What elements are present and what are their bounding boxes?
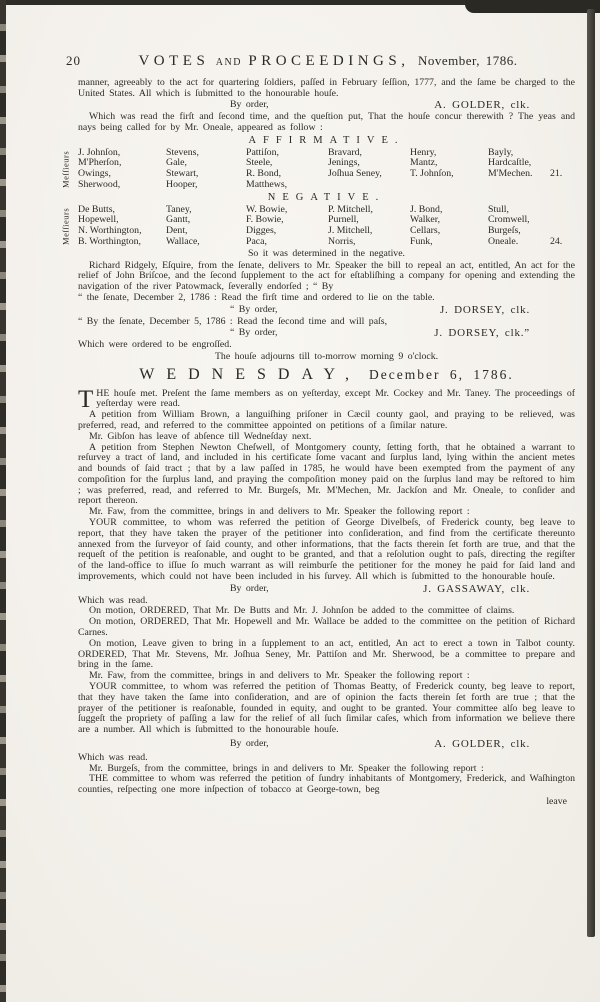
vote-name: M'Pherſon, [78, 157, 122, 169]
paragraph-which-was-read: Which was read the firſt and ſecond time, and the queſtion put, That the houſe concur therewith ? The yeas and nays being called for by Mr. Oneale, appeared as follow : [78, 111, 575, 133]
title-word-votes: VOTES [138, 53, 210, 69]
by-order-label: “ By order, [230, 327, 278, 339]
clerk-signature: J. DORSEY, clk.” [434, 327, 530, 340]
page-title [81, 53, 575, 69]
paragraph-committee-report-divelbess: YOUR committee, to whom was referred the petition of George Divelbeſs, of Frederick county, beg leave to report, that they have taken the prayer of the petitioner into conſideration, and find from the certificate thereunto annexed from the ſurveyor of ſaid county, and other informations, that the facts therein ſet forth are true, and that the requeſt of the petition is reaſonable, and ought to be granted, and that a reſolution ought to paſs, directing the regiſter of the land-office to iſſue ſo much warrant as will reimburſe the petitioner for the money he paid for ſaid land and improvements, which could not have been included in his ſurvey. All which is ſubmitted to the honourable houſe. [78, 517, 575, 583]
vote-count [550, 180, 575, 191]
by-order-line [78, 100, 575, 111]
vote-name: R. Bond, [246, 168, 282, 180]
vote-name: De Butts, [78, 203, 116, 215]
vote-name: J. Johnſon, [78, 146, 121, 158]
by-order-line [78, 739, 575, 750]
adjourn-line: The houſe adjourns till to-morrow morning 9 o'clock. [214, 350, 439, 362]
paragraph-engrossed: Which were ordered to be engroſſed. [78, 339, 232, 351]
paragraph-senate-dec5: “ By the ſenate, December 5, 1786 : Read the ſecond time and will paſs, [78, 315, 388, 327]
paragraph-quartering: manner, agreeably to the act for quartering ſoldiers, paſſed in February ſeſſion, 1777, and the ſame be charged to the United States. All which is ſubmitted to the honourable houſe. [78, 76, 575, 99]
by-order-line [78, 328, 575, 339]
clerk-signature: A. GOLDER, clk. [434, 738, 530, 751]
vote-name: Oneale. [488, 235, 519, 247]
catchword: leave [546, 796, 567, 807]
vote-name: Sherwood, [78, 178, 121, 190]
vote-name: Stevens, [166, 146, 199, 158]
paragraph-motion-claims: On motion, ORDERED, That Mr. De Butts and Mr. J. Johnſon be added to the committee of claims. [89, 605, 515, 617]
vote-name: Gale, [166, 157, 187, 169]
paragraph-motion-talbot: On motion, Leave given to bring in a ſupplement to an act, entitled, An act to erect a town in Talbot county. ORDERED, That Mr. Stevens, Mr. Joſhua Seney, Mr. Pattiſon and Mr. Sherwood, be a committee to prepare and bring in the ſame. [78, 637, 575, 671]
vote-name: P. Mitchell, [328, 203, 373, 215]
clerk-signature: J. GASSAWAY, clk. [423, 582, 530, 595]
vote-count: 24. [550, 235, 563, 247]
by-order-label: “ By order, [230, 303, 278, 315]
paragraph-faw-report-1: Mr. Faw, from the committee, brings in and delivers to Mr. Speaker the following report : [89, 506, 470, 518]
table-row [78, 237, 575, 248]
page-number: 20 [66, 53, 81, 68]
vote-name: Digges, [246, 225, 277, 237]
vote-name: N. Worthington, [78, 225, 142, 237]
table-row [78, 180, 575, 191]
vote-name: Norris, [328, 235, 356, 247]
vote-name: Taney, [166, 203, 192, 215]
by-order-label: By order, [230, 582, 269, 594]
vote-name: Cromwell, [488, 214, 530, 226]
vote-name [488, 180, 550, 191]
running-header [66, 53, 575, 69]
scan-edge-left [0, 0, 6, 1002]
vote-name [410, 180, 488, 191]
page-content [60, 53, 575, 808]
vote-name: Purnell, [328, 214, 359, 226]
paragraph-which-was-read-2: Which was read. [78, 751, 148, 763]
clerk-signature: A. GOLDER, clk. [434, 99, 530, 112]
vote-name: M'Mechen. [488, 168, 533, 180]
vote-name: Mantz, [410, 157, 438, 169]
vote-count [550, 205, 575, 216]
by-order-label: By order, [230, 99, 269, 111]
vote-name: Pattiſon, [246, 146, 279, 158]
messieurs-label: Meſſieurs [60, 207, 71, 245]
negative-heading: NEGATIVE. [267, 191, 386, 203]
vote-name: Joſhua Seney, [328, 168, 382, 180]
by-order-line [78, 305, 575, 316]
vote-name: J. Bond, [410, 203, 443, 215]
vote-name: Owings, [78, 168, 111, 180]
vote-name: Stewart, [166, 168, 199, 180]
vote-count: 21. [550, 168, 563, 180]
clerk-signature: J. DORSEY, clk. [439, 303, 530, 316]
vote-name: F. Bowie, [246, 214, 284, 226]
paragraph-house-met [78, 385, 575, 413]
paragraph-house-met-text: HE houſe met. Preſent the ſame members as on yeſterday, except Mr. Cockey and Mr. Taney. The proceedings of yeſterday were read. [96, 387, 575, 410]
drop-cap: T [78, 385, 94, 413]
paragraph-brown-petition: A petition from William Brown, a languiſhing priſoner in Cæcil county gaol, and praying to be relieved, was preferred, read, and referred to the committee appointed on petitions of a ſimilar nature. [78, 409, 575, 431]
paragraph-gibson-leave: Mr. Gibſon has leave of abſence till Wedneſday next. [89, 430, 312, 442]
vote-name: Hardcaſtle, [488, 157, 532, 169]
paragraph-tobacco-inspection: THE committee to whom was referred the petition of ſundry inhabitants of Montgomery, Frederick, and Waſhington counties, reſpecting one more inſpection of tobacco at George-town, beg [78, 773, 575, 796]
affirmative-heading: AFFIRMATIVE. [248, 134, 405, 146]
vote-name [328, 180, 410, 191]
vote-name: Jenings, [328, 157, 360, 169]
paragraph-committee-report-beatty: YOUR committee, to whom was referred the petition of Thomas Beatty, of Frederick county, beg leave to report, that they have taken the ſame into conſideration, and are of opinion the facts therein ſet forth are true ; that the prayer of the petitioner is reaſonable, founded in equity, and ought to be granted. Your committee alſo beg leave to ſuggeſt the propriety of paſſing a law for the relief of all ſuch ſimilar caſes, which from information we believe there are a number. All which is ſubmitted to the honourable houſe. [78, 681, 575, 736]
day-name: WEDNESDAY, [139, 365, 362, 383]
vote-count [550, 215, 575, 226]
paragraph-faw-report-2: Mr. Faw, from the committee, brings in and delivers to Mr. Speaker the following report : [89, 670, 470, 682]
paragraph-ridgely-endorsement: “ the ſenate, December 2, 1786 : Read the firſt time and ordered to lie on the table. [78, 291, 435, 303]
vote-name: Cellars, [410, 225, 441, 237]
affirmative-table [60, 146, 575, 191]
vote-count [550, 148, 575, 159]
vote-name: Wallace, [166, 235, 200, 247]
title-word-and: AND [215, 57, 242, 68]
vote-name: Hooper, [166, 178, 198, 190]
scan-edge-right [587, 9, 595, 937]
vote-name: Henry, [410, 146, 437, 158]
vote-name: Matthews, [246, 178, 288, 190]
paragraph-which-was-read-1: Which was read. [78, 594, 148, 606]
paragraph-cheswell-petition: A petition from Stephen Newton Cheſwell, of Montgomery county, ſetting forth, that he obtained a warrant to reſurvey a tract of land, and included in his certificate ſome vacant and ſurplus land, lying within the ancient metes and bounds of ſaid tract ; that by a law paſſed in 1785, he would have been exempted from the payment of any compoſition for the ſurplus land, and praying the compoſition money paid on the ſurplus land may be reſtored to him ; was preferred, read, and referred to Mr. Burgeſs, Mr. M'Mechen, Mr. Jackſon and Mr. Oneale, to conſider and report thereon. [78, 441, 575, 507]
vote-name: Burgeſs, [488, 225, 521, 237]
by-order-line [78, 584, 575, 595]
by-order-label: By order, [230, 738, 269, 750]
paragraph-burgess-report: Mr. Burgeſs, from the committee, brings in and delivers to Mr. Speaker the following report : [89, 762, 484, 774]
vote-name: Bayly, [488, 146, 514, 158]
vote-name: Funk, [410, 235, 433, 247]
day-date: December 6, 1786. [369, 366, 514, 382]
vote-name: Bravard, [328, 146, 363, 158]
table-row [78, 169, 575, 180]
vote-name: T. Johnſon, [410, 168, 454, 180]
vote-name: Dent, [166, 225, 188, 237]
day-heading [78, 365, 575, 383]
determined-line: So it was determined in the negative. [247, 247, 405, 259]
title-date: November, 1786. [417, 53, 518, 68]
negative-table [60, 203, 575, 248]
vote-name: Steele, [246, 157, 273, 169]
vote-name: B. Worthington, [78, 235, 141, 247]
vote-name: Paca, [246, 235, 267, 247]
vote-name: Stull, [488, 203, 509, 215]
vote-name: Gantt, [166, 214, 191, 226]
vote-name: W. Bowie, [246, 203, 288, 215]
vote-name: Hopewell, [78, 214, 119, 226]
title-word-proceedings: PROCEEDINGS, [248, 53, 410, 69]
scan-edge-top-right [465, 0, 600, 13]
paragraph-ridgely: Richard Ridgely, Eſquire, from the ſenate, delivers to Mr. Speaker the bill to repeal an act, entitled, An act for the relief of John Briſcoe, and the ſecond ſupplement to the act for eſtabliſhing a company for opening and extending the navigation of the river Patowmack, ſeverally endorſed ; “ By [78, 259, 575, 293]
vote-name: Walker, [410, 214, 441, 226]
messieurs-label: Meſſieurs [60, 150, 71, 188]
paragraph-motion-hopewell: On motion, ORDERED, That Mr. Hopewell and Mr. Wallace be added to the committee on the petition of Richard Carnes. [78, 616, 575, 639]
vote-name: J. Mitchell, [328, 225, 373, 237]
